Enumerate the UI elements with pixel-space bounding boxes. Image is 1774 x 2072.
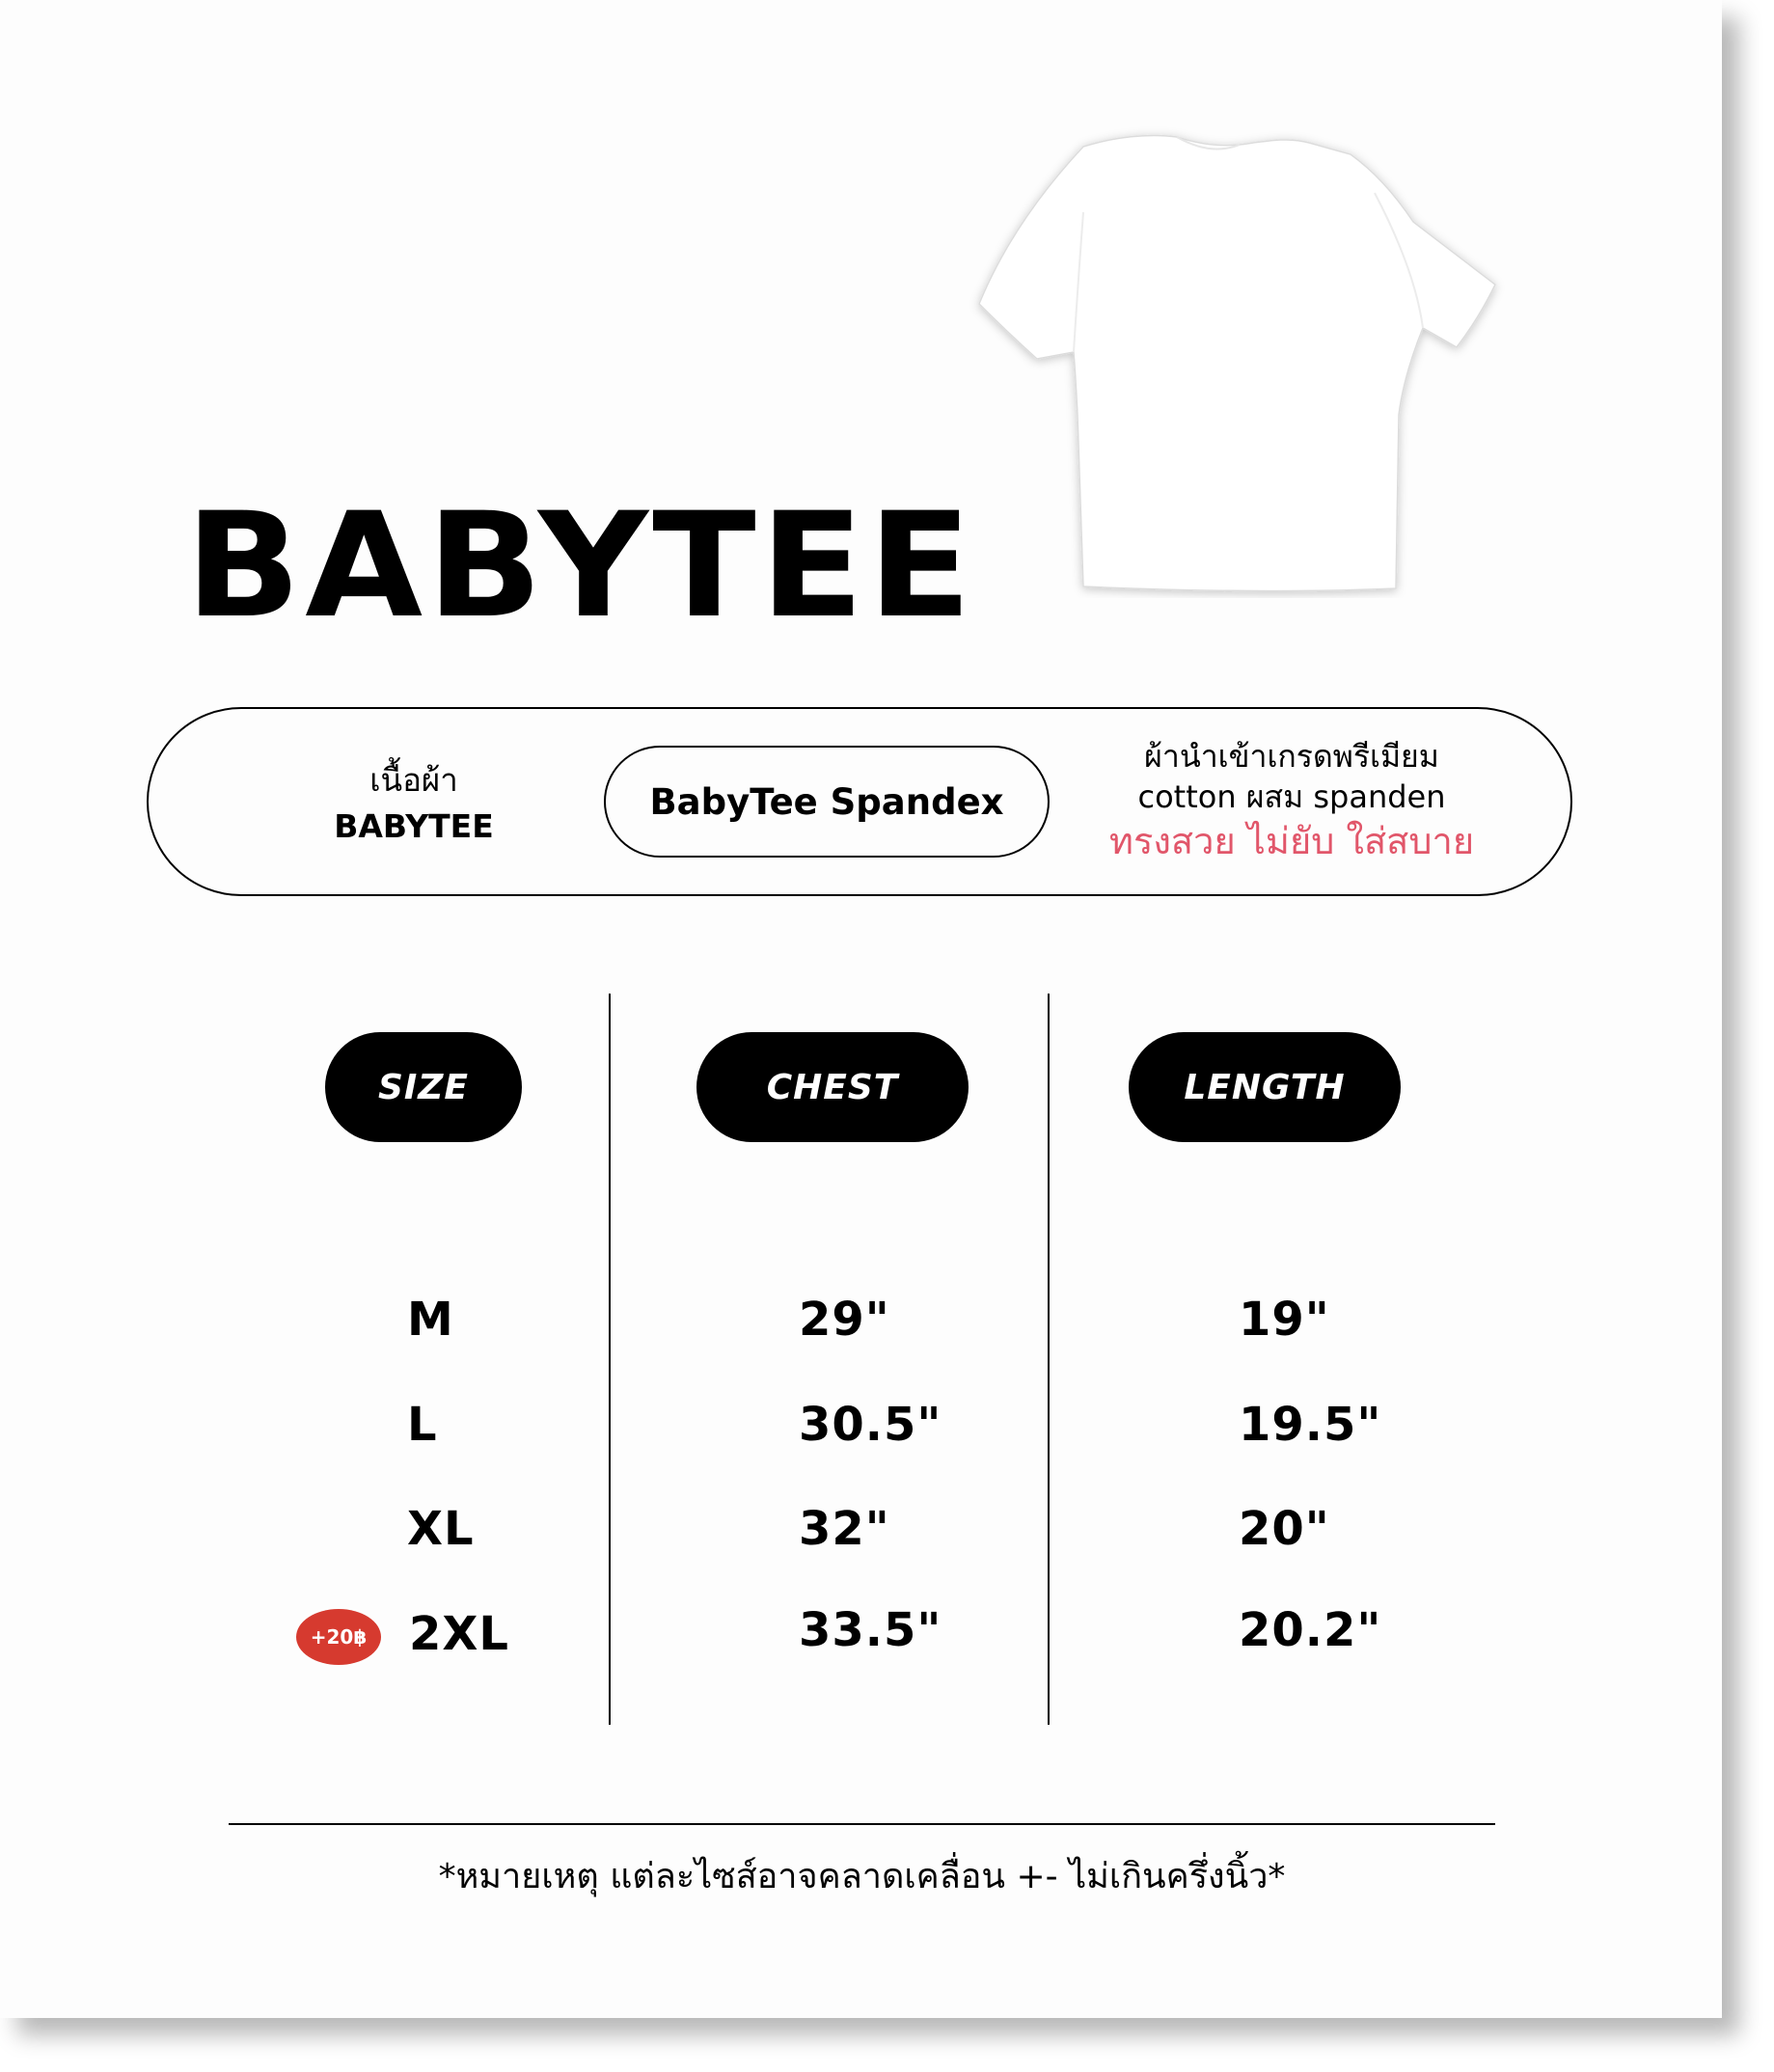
header-length: LENGTH [1129, 1032, 1401, 1142]
fabric-type-pill: BabyTee Spandex [604, 746, 1050, 858]
chest-cell: 32" [799, 1502, 890, 1556]
column-divider [1048, 994, 1050, 1725]
size-cell: XL [407, 1502, 475, 1556]
footer-note: *หมายเหตุ แต่ละไซส์อาจคลาดเคลื่อน +- ไม่เกินครึ่งนิ้ว* [438, 1857, 1286, 1896]
product-title: BABYTEE [185, 482, 976, 650]
footer-divider [229, 1823, 1495, 1825]
size-cell: 2XL [409, 1607, 509, 1661]
size-cell: L [407, 1398, 438, 1452]
length-cell: 19" [1239, 1293, 1330, 1347]
fabric-desc-line-2: cotton ผสม spanden [1137, 778, 1446, 815]
header-chest: CHEST [696, 1032, 969, 1142]
size-cell: M [407, 1293, 454, 1347]
chest-cell: 29" [799, 1293, 890, 1347]
chest-cell: 33.5" [799, 1603, 942, 1657]
surcharge-badge: +20฿ [296, 1609, 381, 1665]
fabric-name: BABYTEE [334, 807, 494, 845]
length-cell: 20.2" [1239, 1603, 1382, 1657]
fabric-desc-highlight: ทรงสวย ไม่ยับ ใส่สบาย [1108, 820, 1475, 862]
fabric-desc-line-1: ผ้านำเข้าเกรดพรีเมียม [1144, 738, 1439, 775]
fabric-info-panel [147, 707, 1572, 896]
column-divider [609, 994, 611, 1725]
fabric-label: เนื้อผ้า [369, 761, 458, 799]
fabric-description [1079, 736, 1504, 865]
tshirt-image [969, 125, 1519, 598]
chest-cell: 30.5" [799, 1398, 942, 1452]
header-size: SIZE [325, 1032, 522, 1142]
length-cell: 20" [1239, 1502, 1330, 1556]
length-cell: 19.5" [1239, 1398, 1382, 1452]
fabric-label-group [298, 757, 530, 850]
